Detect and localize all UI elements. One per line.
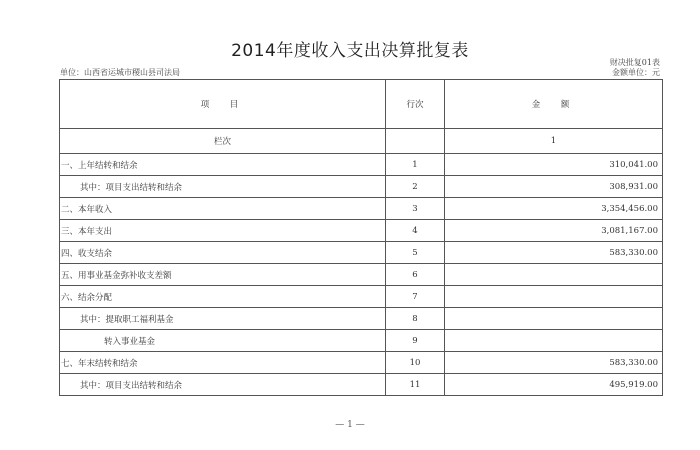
row-seq: 1 — [386, 154, 445, 176]
table-row — [60, 286, 663, 308]
row-label: 六、结余分配 — [60, 286, 386, 308]
row-label: 一、上年结转和结余 — [60, 154, 386, 176]
table-row — [60, 330, 663, 352]
row-seq: 6 — [386, 264, 445, 286]
row-amount — [445, 308, 663, 330]
row-amount — [445, 286, 663, 308]
row-label: 二、本年收入 — [60, 198, 386, 220]
row-label: 其中：项目支出结转和结余 — [60, 176, 386, 198]
subheader-seq — [386, 129, 445, 154]
report-meta — [610, 58, 660, 78]
table-row — [60, 308, 663, 330]
row-seq: 11 — [386, 374, 445, 396]
table-row — [60, 198, 663, 220]
row-label: 五、用事业基金弥补收支差额 — [60, 264, 386, 286]
row-seq: 4 — [386, 220, 445, 242]
row-seq: 8 — [386, 308, 445, 330]
table-row — [60, 220, 663, 242]
row-label: 四、收支结余 — [60, 242, 386, 264]
row-label: 其中：项目支出结转和结余 — [60, 374, 386, 396]
subheader-label: 栏次 — [60, 129, 386, 154]
row-amount — [445, 264, 663, 286]
row-label: 转入事业基金 — [60, 330, 386, 352]
unit-label: 单位：山西省运城市稷山县司法局 — [60, 68, 180, 77]
table-row — [60, 264, 663, 286]
row-amount: 583,330.00 — [445, 242, 663, 264]
row-amount: 3,081,167.00 — [445, 220, 663, 242]
row-seq: 3 — [386, 198, 445, 220]
row-amount: 310,041.00 — [445, 154, 663, 176]
row-seq: 7 — [386, 286, 445, 308]
page-number: — 1 — — [335, 420, 365, 430]
table-row — [60, 374, 663, 396]
row-amount: 583,330.00 — [445, 352, 663, 374]
table-row — [60, 352, 663, 374]
table-subheader-row — [60, 129, 663, 154]
subheader-col: 1 — [445, 129, 663, 154]
budget-table — [59, 79, 663, 396]
header-seq: 行次 — [386, 80, 445, 129]
row-amount — [445, 330, 663, 352]
row-label: 七、年末结转和结余 — [60, 352, 386, 374]
row-label: 三、本年支出 — [60, 220, 386, 242]
row-seq: 9 — [386, 330, 445, 352]
row-label: 其中：提取职工福利基金 — [60, 308, 386, 330]
header-item: 项 目 — [60, 80, 386, 129]
row-seq: 10 — [386, 352, 445, 374]
currency-unit: 金额单位：元 — [612, 68, 660, 77]
row-seq: 5 — [386, 242, 445, 264]
row-amount: 308,931.00 — [445, 176, 663, 198]
table-row — [60, 242, 663, 264]
report-title: 2014年度收入支出决算批复表 — [231, 41, 469, 61]
row-amount: 3,354,456.00 — [445, 198, 663, 220]
table-row — [60, 176, 663, 198]
table-header-row — [60, 80, 663, 129]
row-amount: 495,919.00 — [445, 374, 663, 396]
header-amount: 金 额 — [445, 80, 663, 129]
row-seq: 2 — [386, 176, 445, 198]
table-row — [60, 154, 663, 176]
form-code: 财决批复01表 — [609, 58, 660, 67]
